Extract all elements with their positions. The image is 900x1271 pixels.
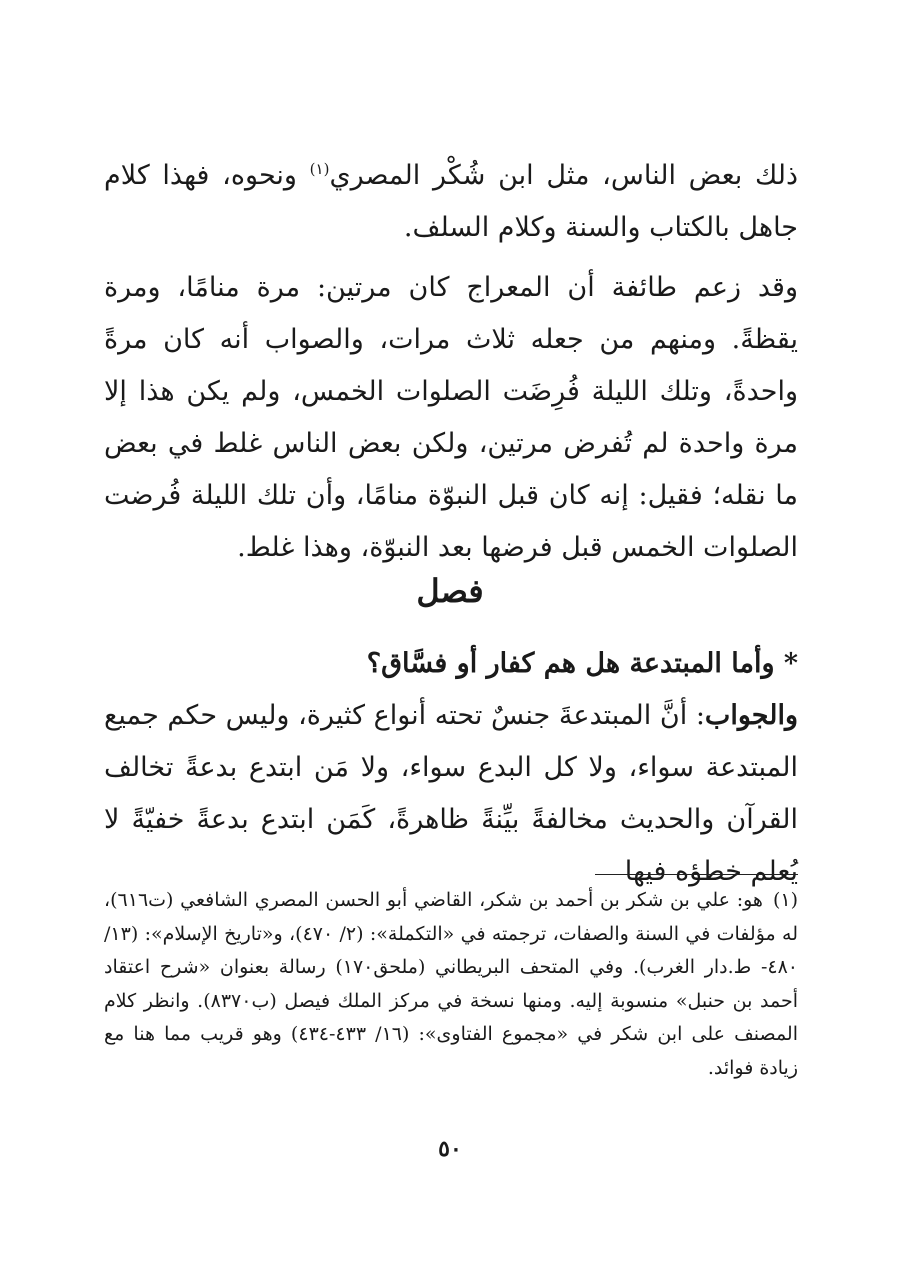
footnote-marker: (١): [772, 889, 798, 911]
answer-paragraph: [104, 690, 798, 898]
footnote-text: هو: علي بن شكر بن أحمد بن شكر، القاضي أبو الحسن المصري الشافعي (ت٦١٦)، له مؤلفات في السنة والصفات، ترجمته في «التكملة»: (٢/ ٤٧٠)، و«تاريخ الإسلام»: (١٣/ ٤٨٠- ط.دار الغرب). وفي المتحف البريطاني (ملحق١٧٠) رسالة بعنوان «شرح اعتقاد أحمد بن حنبل» منسوبة إليه. ومنها نسخة في مركز الملك فيصل (ب٨٣٧٠). وانظر كلام المصنف على ابن شكر في «مجموع الفتاوى»: (١٦/ ٤٣٣-٤٣٤) وهو قريب مما هنا مع زيادة فوائد.: [104, 889, 798, 1079]
page-number: ٥٠: [438, 1136, 462, 1162]
answer-text: : أنَّ المبتدعةَ جنسٌ تحته أنواع كثيرة، وليس حكم جميع المبتدعة سواء، ولا كل البدع سواء، ولا مَن ابتدع بدعةً تخالف القرآن والحديث مخالفةً بيِّنةً ظاهرةً، كَمَن ابتدع بدعةً خفيّةً لا يُعلم خطؤه فيها: [104, 700, 798, 887]
answer-label: والجواب: [704, 700, 798, 731]
paragraph-1-end: ونحوه، فهذا كلام جاهل بالكتاب والسنة وكلام السلف.: [104, 160, 798, 243]
section-heading: فصل: [416, 572, 484, 610]
paragraph-2: وقد زعم طائفة أن المعراج كان مرتين: مرة منامًا، ومرة يقظةً. ومنهم من جعله ثلاث مرات، والصواب أنه كان مرةً واحدةً، وتلك الليلة فُرِضَت الصلوات الخمس، ولم يكن هذا إلا مرة واحدة لم تُفرض مرتين، ولكن بعض الناس غلط في بعض ما نقله؛ فقيل: إنه كان قبل النبوّة منامًا، وأن تلك الليلة فُرضت الصلوات الخمس قبل فرضها بعد النبوّة، وهذا غلط.: [104, 272, 798, 563]
footnote-divider: [595, 874, 798, 875]
paragraph-1-start: ذلك بعض الناس، مثل ابن شُكْر المصري: [329, 160, 799, 191]
paragraph-1: [104, 150, 798, 254]
footnote: [104, 884, 798, 1085]
question-line: * وأما المبتدعة هل هم كفار أو فسَّاق؟: [366, 648, 798, 679]
footnote-reference[interactable]: (١): [309, 160, 330, 178]
